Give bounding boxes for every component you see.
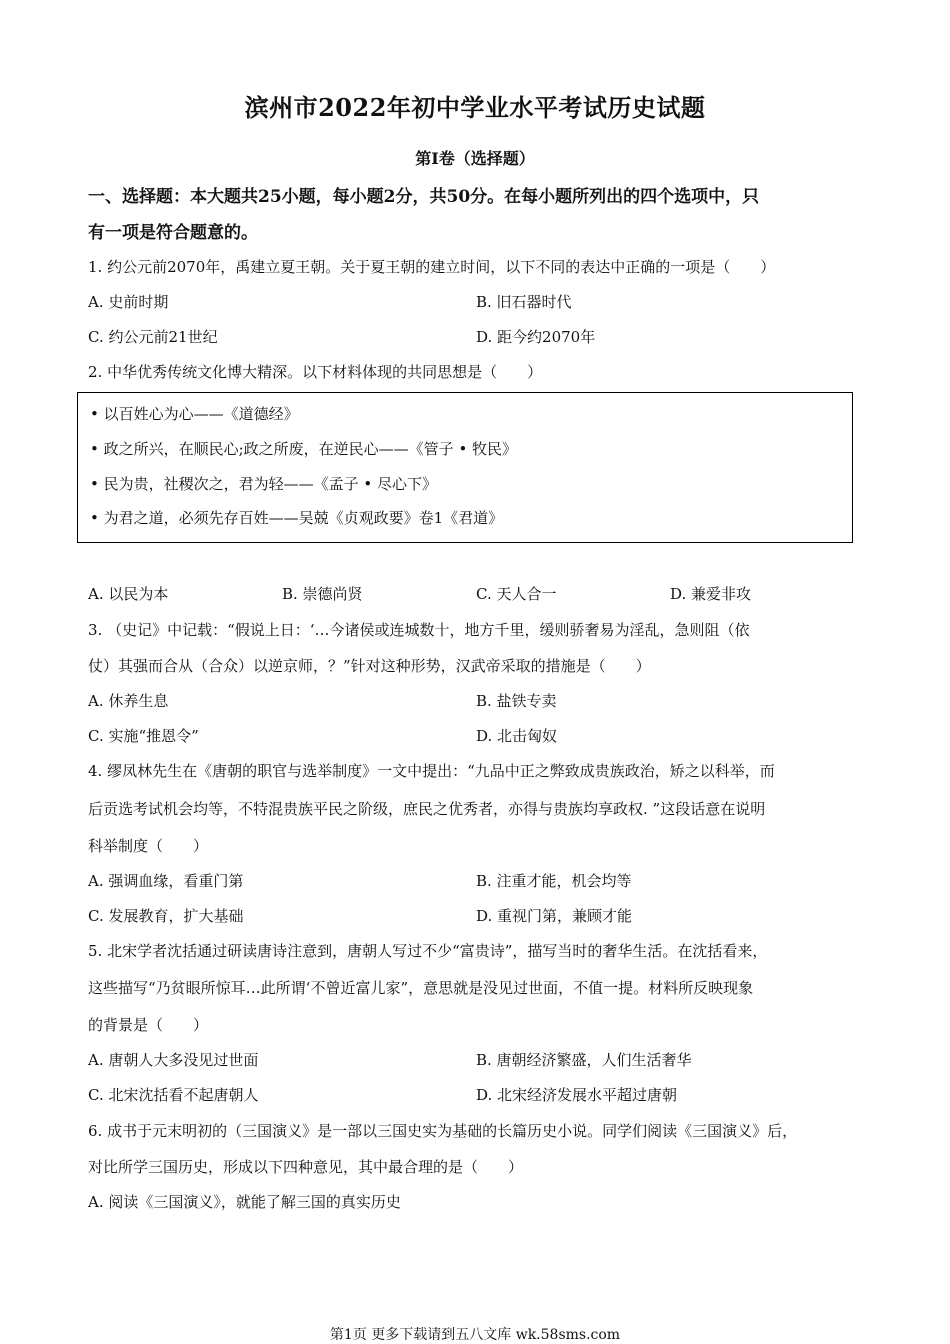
question-5-option-d: D. 北宋经济发展水平超过唐朝 (476, 1086, 678, 1104)
question-5-text-line1: 5. 北宋学者沈括通过研读唐诗注意到，唐朝人写过不少“富贵诗”，描写当时的奢华生活。在沈括看来， (88, 942, 768, 960)
question-1-option-b: B. 旧石器时代 (476, 293, 572, 311)
question-3-option-d: D. 北击匈奴 (476, 727, 558, 745)
question-2-material-box (77, 392, 853, 543)
question-3-option-b: B. 盐铁专卖 (476, 692, 557, 710)
question-2-option-b: B. 崇德尚贤 (282, 585, 363, 603)
question-6-text-line2: 对比所学三国历史，形成以下四种意见，其中最合理的是（ ） (88, 1158, 524, 1176)
question-4-option-d: D. 重视门第，兼顾才能 (476, 907, 633, 925)
question-5-option-a: A. 唐朝人大多没见过世面 (88, 1051, 259, 1069)
question-2-option-d: D. 兼爱非攻 (670, 585, 752, 603)
question-2-option-c: C. 天人合一 (476, 585, 557, 603)
question-5-text-line2: 这些描写“乃贫眼所惊耳…此所谓‘不曾近富儿家”，意思就是没见过世面，不值一提。材料所反映现象 (88, 979, 754, 997)
question-3-text-line1: 3. （史记》中记载：“假说上日：‘…今诸侯或连城数十，地方千里，缓则骄奢易为淫乱，急则阻（依 (88, 621, 750, 639)
question-3-option-a: A. 休养生息 (88, 692, 169, 710)
question-4-text-line3: 科举制度（ ） (88, 837, 209, 855)
question-4-option-b: B. 注重才能，机会均等 (476, 872, 632, 890)
material-line-2: • 政之所兴，在顺民心;政之所废，在逆民心——《管子 • 牧民》 (90, 440, 518, 458)
question-6-option-a: A. 阅读《三国演义》，就能了解三国的真实历史 (88, 1193, 401, 1211)
question-3-text-line2: 仗）其强而合从（合众）以逆京师，？”针对这种形势，汉武帝采取的措施是（ ） (88, 657, 651, 675)
section-instruction-line1: 一、选择题：本大题共25小题，每小题2分，共50分。在每小题所列出的四个选项中，只 (88, 187, 760, 207)
material-line-4: • 为君之道，必须先存百姓——吴兢《贞观政要》卷1《君道》 (90, 509, 504, 527)
question-4-text-line1: 4. 缪凤林先生在《唐朝的职官与选举制度》一文中提出：“九品中正之弊致成贵族政治，矫之以科举，而 (88, 762, 775, 780)
question-5-option-b: B. 唐朝经济繁盛，人们生活奢华 (476, 1051, 692, 1069)
question-4-option-c: C. 发展教育，扩大基础 (88, 907, 244, 925)
material-line-1: • 以百姓心为心——《道德经》 (90, 405, 299, 423)
question-4-option-a: A. 强调血缘，看重门第 (88, 872, 244, 890)
page-title: 滨州市2022年初中学业水平考试历史试题 (244, 93, 706, 122)
section-subtitle: 第I卷（选择题） (415, 149, 535, 168)
question-2-text: 2. 中华优秀传统文化博大精深。以下材料体现的共同思想是（ ） (88, 363, 543, 381)
page-footer: 第1页 更多下载请到五八文库 wk.58sms.com (329, 1327, 621, 1343)
section-instruction-line2: 有一项是符合题意的。 (88, 223, 258, 243)
question-1-option-a: A. 史前时期 (88, 293, 169, 311)
question-5-option-c: C. 北宋沈括看不起唐朝人 (88, 1086, 259, 1104)
question-3-option-c: C. 实施“推恩令” (88, 727, 199, 745)
question-1-text: 1. 约公元前2070年，禹建立夏王朝。关于夏王朝的建立时间，以下不同的表达中正确的一项是（ ） (88, 258, 776, 276)
question-2-option-a: A. 以民为本 (88, 585, 169, 603)
question-5-text-line3: 的背景是（ ） (88, 1016, 209, 1034)
question-1-option-c: C. 约公元前21世纪 (88, 328, 218, 346)
question-1-option-d: D. 距今约2070年 (476, 328, 596, 346)
material-line-3: • 民为贵，社稷次之，君为轻——《孟子 • 尽心下》 (90, 475, 438, 493)
question-6-text-line1: 6. 成书于元末明初的（三国演义》是一部以三国史实为基础的长篇历史小说。同学们阅读《三国演义》后， (88, 1122, 798, 1140)
question-4-text-line2: 后贡选考试机会均等，不特混贵族平民之阶级，庶民之优秀者，亦得与贵族均享政权. ”这段话意在说明 (88, 800, 766, 818)
